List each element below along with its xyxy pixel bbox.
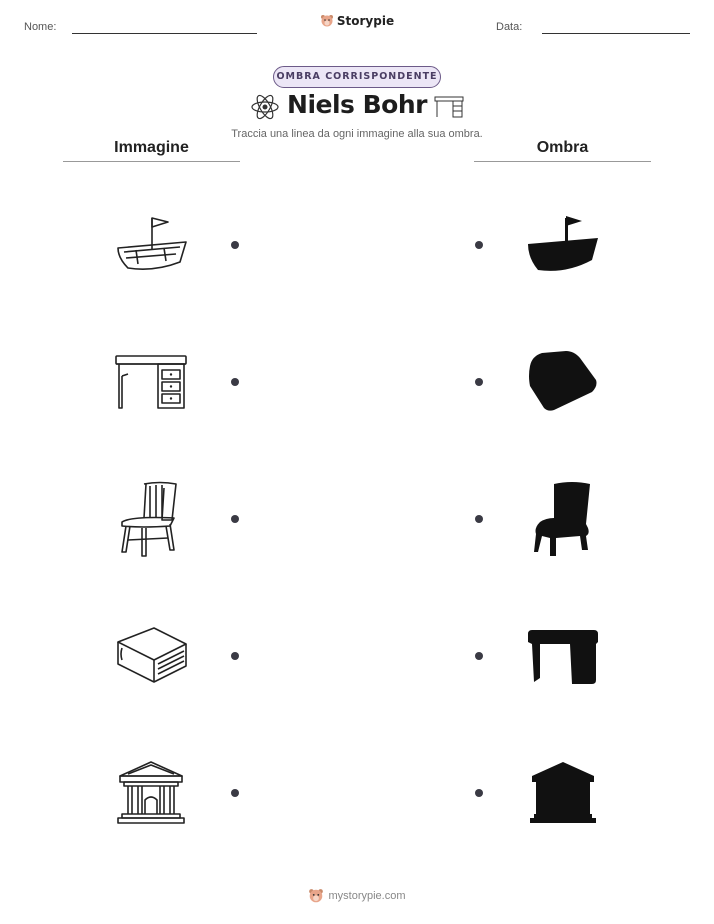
connect-dot-left-4[interactable] — [231, 652, 239, 660]
footer — [0, 888, 714, 904]
column-underline-left — [63, 161, 240, 162]
name-label: Nome: — [24, 21, 57, 33]
connect-dot-left-2[interactable] — [231, 378, 239, 386]
brand-logo — [0, 14, 714, 28]
connect-dot-left-5[interactable] — [231, 789, 239, 797]
footer-url[interactable]: mystorypie.com — [328, 890, 406, 902]
connect-dot-right-1[interactable] — [475, 241, 483, 249]
connect-dot-right-2[interactable] — [475, 378, 483, 386]
instructions: Traccia una linea da ogni immagine alla sua ombra. — [231, 128, 483, 140]
bear-logo-icon — [320, 14, 334, 28]
date-line[interactable] — [542, 33, 690, 34]
column-underline-right — [474, 161, 651, 162]
boat-icon[interactable] — [114, 214, 188, 276]
page-title: Niels Bohr — [287, 90, 427, 119]
date-label: Data: — [496, 21, 523, 33]
worksheet-type-badge: OMBRA CORRISPONDENTE — [273, 66, 441, 88]
small-desk-icon — [434, 96, 464, 118]
book-icon[interactable] — [114, 624, 188, 686]
name-line[interactable] — [72, 33, 257, 34]
chair-shadow-icon[interactable] — [532, 480, 594, 558]
building-shadow-icon[interactable] — [526, 760, 600, 826]
desk-icon[interactable] — [114, 352, 188, 412]
connect-dot-right-3[interactable] — [475, 515, 483, 523]
brand-name: Storypie — [336, 14, 395, 28]
boat-shadow-icon[interactable] — [526, 214, 600, 276]
desk-shadow-icon[interactable] — [526, 628, 600, 686]
connect-dot-left-3[interactable] — [231, 515, 239, 523]
column-header-image: Immagine — [114, 139, 189, 156]
book-shadow-icon[interactable] — [526, 350, 600, 414]
connect-dot-right-5[interactable] — [475, 789, 483, 797]
bear-footer-icon — [308, 888, 324, 904]
column-header-shadow: Ombra — [536, 139, 589, 156]
building-icon[interactable] — [114, 760, 188, 826]
connect-dot-right-4[interactable] — [475, 652, 483, 660]
connect-dot-left-1[interactable] — [231, 241, 239, 249]
chair-icon[interactable] — [118, 480, 182, 558]
